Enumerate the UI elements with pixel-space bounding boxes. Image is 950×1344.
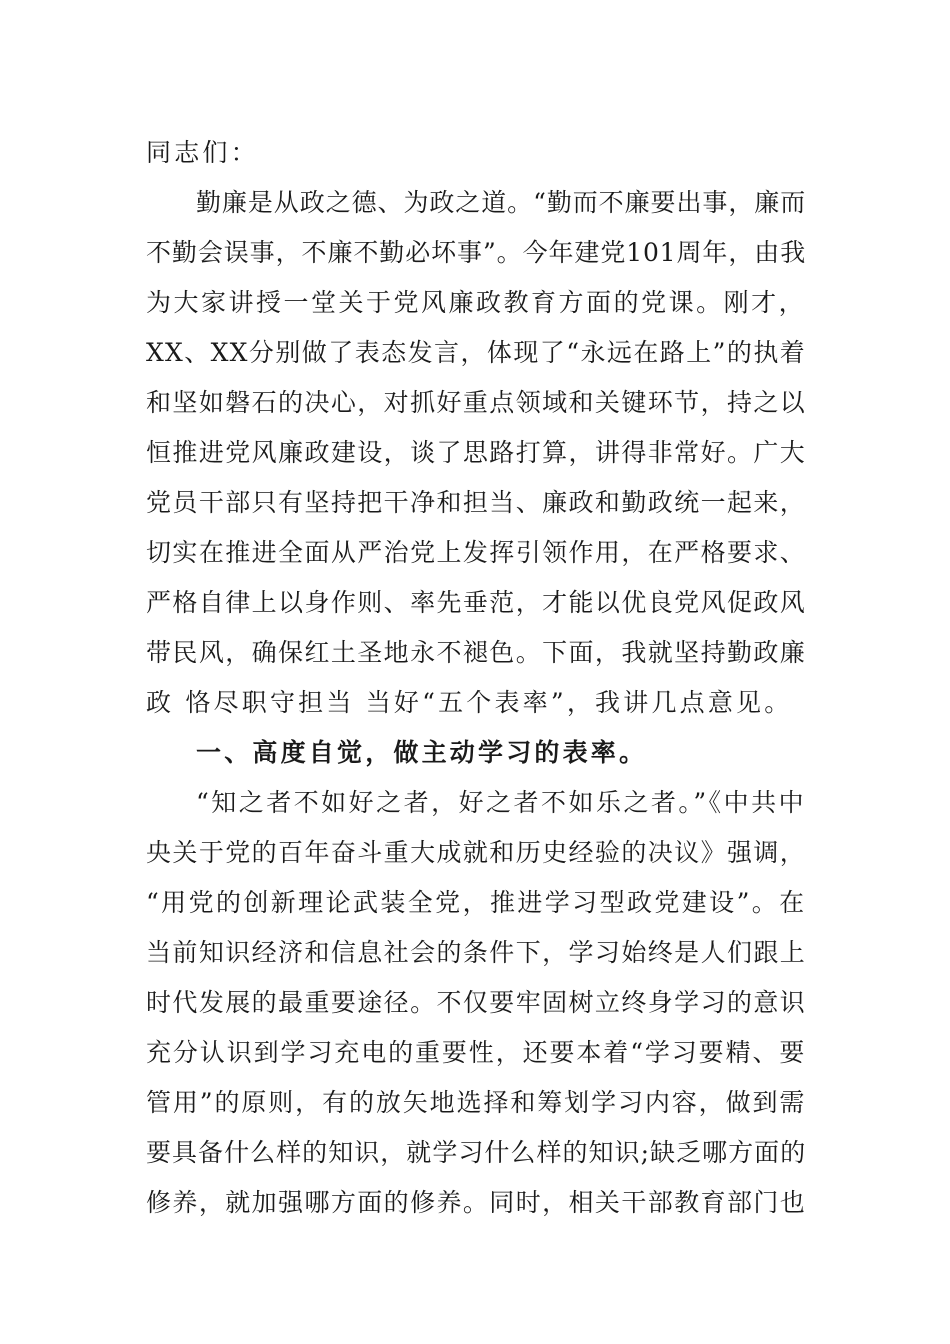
paragraph-line: 政 恪尽职守担当 当好“五个表率”，我讲几点意见。 (146, 688, 793, 717)
paragraph-line: XX、XX分别做了表态发言，体现了“永远在路上”的执着 (146, 338, 806, 367)
paragraph-line: 勤廉是从政之德、为政之道。“勤而不廉要出事，廉而 (196, 188, 806, 217)
paragraph-line: 充分认识到学习充电的重要性，还要本着“学习要精、要 (146, 1038, 806, 1067)
paragraph-line: 和坚如磐石的决心，对抓好重点领域和关键环节，持之以 (146, 388, 806, 417)
salutation: 同志们： (146, 138, 259, 167)
paragraph-line: “用党的创新理论武装全党，推进学习型政党建设”。在 (146, 888, 807, 917)
paragraph-line: 央关于党的百年奋斗重大成就和历史经验的决议》强调， (146, 838, 806, 867)
paragraph-line: 恒推进党风廉政建设，谈了思路打算，讲得非常好。广大 (146, 438, 806, 467)
paragraph-line: 当前知识经济和信息社会的条件下，学习始终是人们跟上 (146, 938, 806, 967)
paragraph-line: 要具备什么样的知识，就学习什么样的知识;缺乏哪方面的 (146, 1138, 806, 1167)
paragraph-line: 党员干部只有坚持把干净和担当、廉政和勤政统一起来， (146, 488, 806, 517)
paragraph-line: 修养，就加强哪方面的修养。同时，相关干部教育部门也 (146, 1188, 806, 1217)
paragraph-line: 不勤会误事，不廉不勤必坏事”。今年建党101周年，由我 (146, 238, 806, 267)
section-heading: 一、高度自觉，做主动学习的表率。 (196, 738, 648, 767)
paragraph-line: 严格自律上以身作则、率先垂范，才能以优良党风促政风 (146, 588, 806, 617)
paragraph-line: 管用”的原则，有的放矢地选择和筹划学习内容，做到需 (146, 1088, 806, 1117)
paragraph-line: 切实在推进全面从严治党上发挥引领作用，在严格要求、 (146, 538, 806, 567)
paragraph-line: 为大家讲授一堂关于党风廉政教育方面的党课。刚才， (146, 288, 806, 317)
paragraph-line: “知之者不如好之者，好之者不如乐之者。”《中共中 (196, 788, 806, 817)
paragraph-line: 时代发展的最重要途径。不仅要牢固树立终身学习的意识 (146, 988, 806, 1017)
paragraph-line: 带民风，确保红土圣地永不褪色。下面，我就坚持勤政廉 (146, 638, 806, 667)
